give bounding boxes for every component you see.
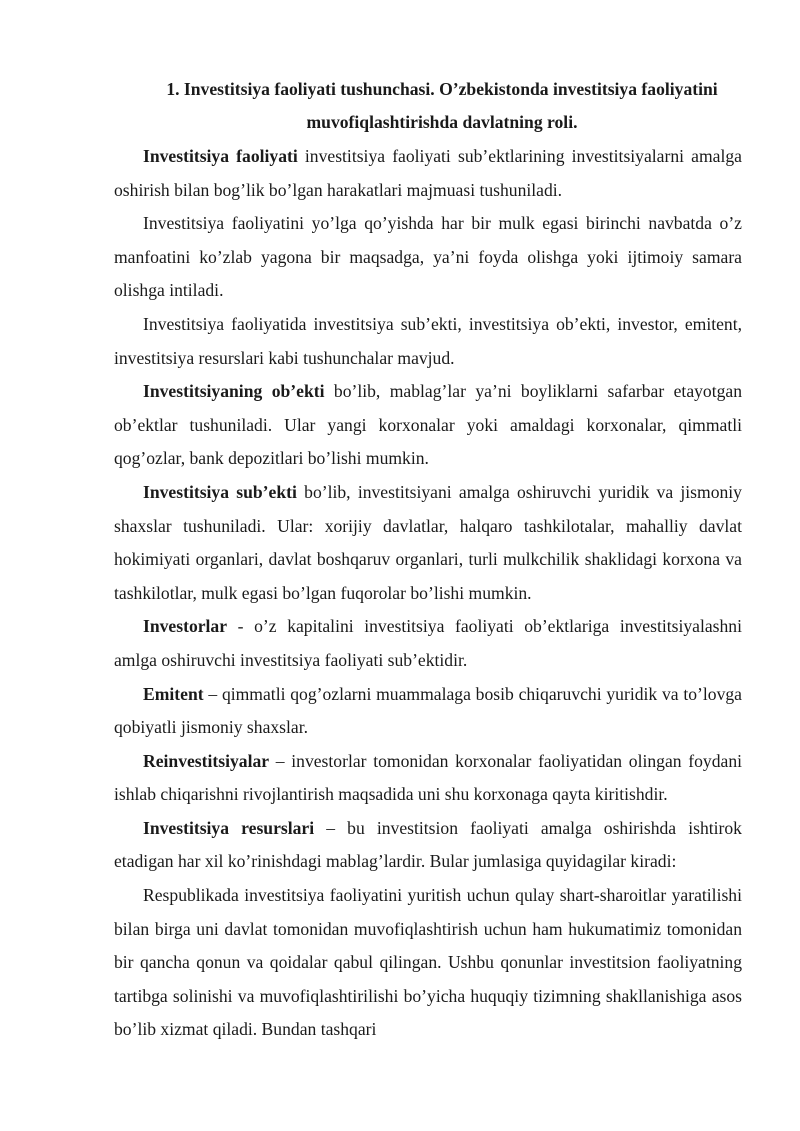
- paragraph-concepts: [114, 308, 742, 375]
- paragraph-text: bo’lib, mablag’lar ya’ni boyliklarni safarbar etayotgan ob’ektlar tushuniladi. Ular yangi korxonalar yoki amaldagi korxonalar, qimmatli qog’ozlar, bank depozitlari bo’lishi mumkin.: [114, 381, 743, 469]
- paragraph-emitent: [114, 678, 742, 745]
- paragraph-owner-goal: [114, 207, 742, 308]
- section-title: [114, 73, 742, 139]
- paragraph-text: - o’z kapitalini investitsiya faoliyati ob’ektlariga investitsiyalashni amlga oshiruvchi investitsiya faoliyati sub’ektidir.: [114, 616, 742, 670]
- paragraph-text: – qimmatli qog’ozlarni muammalaga bosib chiqaruvchi yuridik va to’lovga qobiyatli jismoniy shaxslar.: [114, 683, 742, 738]
- paragraph-text: investitsiya faoliyati sub’ektlarining investitsiyalarni amalga oshirish bilan bog’lik bo’lgan harakatlari majmuasi tushuniladi.: [114, 146, 742, 200]
- paragraph-reinvestments: [114, 745, 742, 812]
- term-investment-activity: Investitsiya faoliyati: [143, 146, 298, 166]
- paragraph-text: – investorlar tomonidan korxonalar faoliyatidan olingan foydani ishlab chiqarishni rivojlantirish maqsadida uni shu korxonaga qayta kiritishdir.: [114, 750, 742, 805]
- paragraph-republic-regulation: [114, 879, 742, 1047]
- section-title-line-1: 1. Investitsiya faoliyati tushunchasi. O’zbekistonda investitsiya faoliyatini: [166, 79, 718, 99]
- paragraph-investment-object: [114, 375, 742, 476]
- term-investment-subject: Investitsiya sub’ekti: [143, 481, 297, 502]
- term-emitent: Emitent: [143, 683, 204, 704]
- paragraph-text: Respublikada investitsiya faoliyatini yuritish uchun qulay shart-sharoitlar yaratilishi bilan birga uni davlat tomonidan muvofiqlashtirish uchun ham hukumatimiz tomonidan bir qancha qonun va qoidalar qabul qilingan. Ushbu qonunlar investitsion faoliyatning tartibga solinishi va muvofiqlashtirilishi bo’yicha huquqiy tizimning shakllanishiga asos bo’lib xizmat qiladi. Bundan tashqari: [114, 885, 742, 1040]
- paragraph-text: Investitsiya faoliyatida investitsiya sub’ekti, investitsiya ob’ekti, investor, emitent, investitsiya resurslari kabi tushunchalar mavjud.: [114, 313, 742, 368]
- paragraph-investment-subject: [114, 476, 742, 610]
- term-reinvestments: Reinvestitsiyalar: [143, 750, 270, 771]
- section-title-line-2: muvofiqlashtirishda davlatning roli.: [306, 112, 578, 132]
- term-investment-object: Investitsiyaning ob’ekti: [143, 381, 325, 402]
- paragraph-text: bo’lib, investitsiyani amalga oshiruvchi yuridik va jismoniy shaxslar tushuniladi. Ular: xorijiy davlatlar, halqaro tashkilotalar, mahalliy davlat hokimiyati organlari, davlat boshqaruv organlari, turli mulkchilik shaklidagi korxona va tashkilotlar, mulk egasi bo’lgan fuqorolar bo’lishi mumkin.: [114, 481, 742, 603]
- term-investors: Investorlar: [143, 616, 228, 637]
- term-investment-resources: Investitsiya resurslari: [143, 817, 315, 838]
- paragraph-investment-resources: [114, 812, 742, 879]
- paragraph-text: – bu investitsion faoliyati amalga oshirishda ishtirok etadigan har xil ko’rinishdagi mablag’lardir. Bular jumlasiga quyidagilar kiradi:: [114, 817, 742, 872]
- paragraph-text: Investitsiya faoliyatini yo’lga qo’yishda har bir mulk egasi birinchi navbatda o’z manfoatini ko’zlab yagona bir maqsadga, ya’ni foyda olishga yoki ijtimoiy samara olishga intiladi.: [114, 213, 742, 301]
- paragraph-investment-activity: [114, 140, 742, 207]
- paragraph-investors: [114, 610, 742, 677]
